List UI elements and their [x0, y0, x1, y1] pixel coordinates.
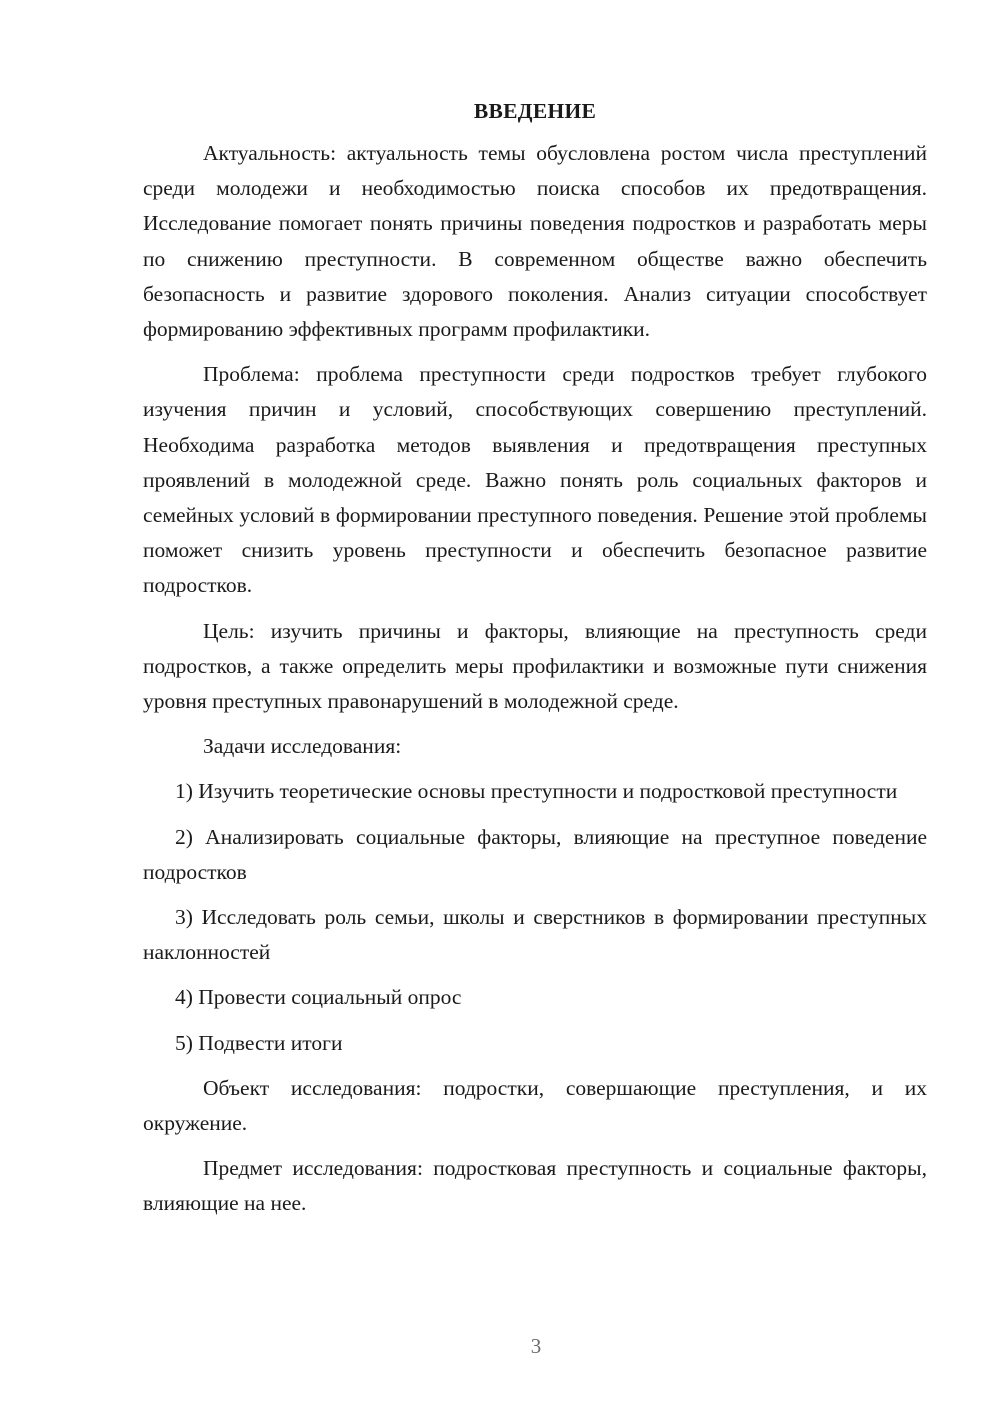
relevance-paragraph: Актуальность: актуальность темы обусловлена ростом числа преступлений среди молодежи и необходимостью поиска способов их предотвращения. Исследование помогает понять причины поведения подростков и разработать меры по снижению преступности. В современном обществе важно обеспечить безопасность и развитие здорового поколения. Анализ ситуации способствует формированию эффективных программ профилактики. [143, 141, 927, 342]
subject-paragraph: Предмет исследования: подростковая преступность и социальные факторы, влияющие на нее. [143, 1156, 927, 1216]
goal-paragraph: Цель: изучить причины и факторы, влияющие на преступность среди подростков, а также определить меры профилактики и возможные пути снижения уровня преступных правонарушений в молодежной среде. [143, 618, 927, 714]
problem-paragraph: Проблема: проблема преступности среди подростков требует глубокого изучения причин и условий, способствующих совершению преступлений. Необходима разработка методов выявления и предотвращения преступных проявлений в молодежной среде. Важно понять роль социальных факторов и семейных условий в формировании преступного поведения. Решение этой проблемы поможет снизить уровень преступности и обеспечить безопасное развитие подростков. [143, 362, 927, 598]
page-content [143, 96, 927, 1232]
page-number: 3 [530, 1334, 542, 1358]
object-paragraph: Объект исследования: подростки, совершающие преступления, и их окружение. [143, 1075, 927, 1136]
section-title: ВВЕДЕНИЕ [473, 99, 597, 123]
task-item-2: 2) Анализировать социальные факторы, влияющие на преступное поведение подростков [143, 824, 927, 884]
tasks-heading: Задачи исследования: [203, 734, 402, 759]
task-item-1: 1) Изучить теоретические основы преступности и подростковой преступности [175, 779, 898, 804]
task-item-5: 5) Подвести итоги [175, 1030, 343, 1055]
task-item-3: 3) Исследовать роль семьи, школы и сверстников в формировании преступных наклонностей [143, 905, 927, 965]
task-item-4: 4) Провести социальный опрос [175, 985, 462, 1010]
